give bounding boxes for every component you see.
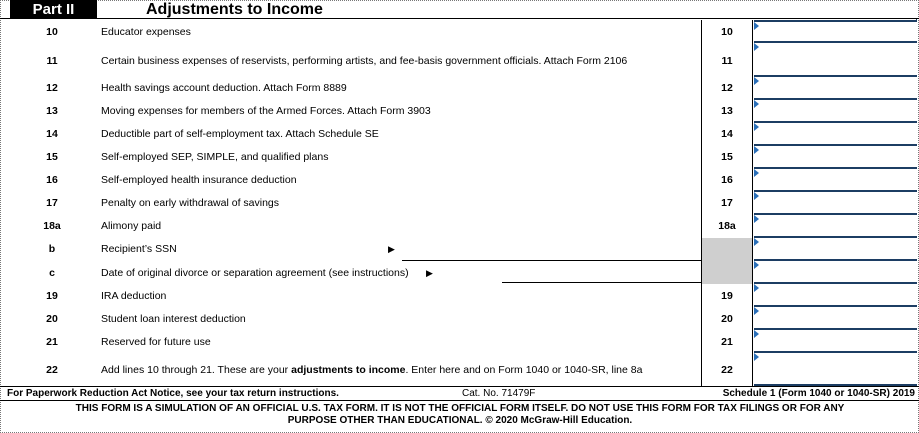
box-number: 14: [701, 123, 753, 146]
amount-input[interactable]: [754, 123, 917, 146]
box-number: 12: [701, 77, 753, 100]
line-description-post: . Enter here and on Form 1040 or 1040-SR, line 8a: [405, 364, 643, 376]
entry-marker-icon: [754, 284, 759, 292]
entry-marker-icon: [754, 100, 759, 108]
line-row: [0, 330, 919, 353]
line-row: [0, 215, 919, 238]
line-row: [0, 77, 919, 100]
line-row: [0, 238, 919, 261]
box-number: 11: [701, 43, 753, 77]
entry-marker-icon: [754, 353, 759, 361]
line-number: b: [48, 243, 56, 255]
line-description-pre: Add lines 10 through 21. These are your: [101, 364, 292, 376]
catalog-number: Cat. No. 71479F: [462, 388, 536, 399]
amount-input[interactable]: [754, 20, 917, 43]
line-description: Moving expenses for members of the Armed Forces. Attach Form 3903: [101, 105, 431, 117]
divorce-date-input[interactable]: [502, 282, 701, 283]
line-description: Alimony paid: [101, 220, 162, 232]
line-row: [0, 261, 919, 284]
line-row: [0, 146, 919, 169]
line-description: Self-employed SEP, SIMPLE, and qualified plans: [101, 151, 329, 163]
simulation-disclaimer: [20, 403, 900, 427]
line-description: Reserved for future use: [101, 336, 211, 348]
line-number: 21: [46, 336, 58, 348]
amount-input[interactable]: [754, 215, 917, 238]
part-title: Adjustments to Income: [146, 1, 323, 18]
line-row: [0, 169, 919, 192]
line-description: Date of original divorce or separation agreement (see instructions): [101, 267, 409, 279]
line-description: Educator expenses: [101, 26, 191, 38]
line-number: 11: [46, 55, 58, 67]
amount-input[interactable]: [754, 43, 917, 77]
amount-input[interactable]: [754, 330, 917, 353]
shaded-box: [701, 261, 753, 284]
line-number: 18a: [43, 220, 61, 232]
entry-marker-icon: [754, 169, 759, 177]
line-description: Certain business expenses of reservists, performing artists, and fee-basis government officials. Attach Form 2106: [101, 55, 628, 67]
entry-marker-icon: [754, 146, 759, 154]
line-row: [0, 123, 919, 146]
disclaimer-line-1: THIS FORM IS A SIMULATION OF AN OFFICIAL U.S. TAX FORM. IT IS NOT THE OFFICIAL FORM ITSELF. DO NOT USE THIS FORM FOR TAX FILINGS OR FOR ANY: [75, 403, 845, 414]
amount-input[interactable]: [754, 100, 917, 123]
entry-marker-icon: [754, 307, 759, 315]
schedule-label: Schedule 1 (Form 1040 or 1040-SR) 2019: [722, 388, 915, 399]
line-row: [0, 43, 919, 77]
amount-input[interactable]: [754, 261, 917, 284]
line-number: 14: [46, 128, 58, 140]
line-number: 10: [46, 26, 58, 38]
box-number: 22: [701, 353, 753, 386]
line-row: [0, 192, 919, 215]
paperwork-notice: For Paperwork Reduction Act Notice, see your tax return instructions.: [7, 388, 339, 399]
line-number: 20: [46, 313, 58, 325]
entry-marker-icon: [754, 192, 759, 200]
box-number: 10: [701, 20, 753, 43]
box-number: 16: [701, 169, 753, 192]
line-number: 13: [46, 105, 58, 117]
box-number: 13: [701, 100, 753, 123]
amount-input[interactable]: [754, 192, 917, 215]
amount-input[interactable]: [754, 284, 917, 307]
line-row: [0, 353, 919, 386]
entry-marker-icon: [754, 330, 759, 338]
line-number: 16: [46, 174, 58, 186]
box-number: 19: [701, 284, 753, 307]
entry-marker-icon: [754, 215, 759, 223]
box-number: 18a: [701, 215, 753, 238]
total-adjustments-input[interactable]: [754, 353, 917, 386]
amount-input[interactable]: [754, 146, 917, 169]
line-number: 12: [46, 82, 58, 94]
line-description: Health savings account deduction. Attach Form 8889: [101, 82, 347, 94]
line-number: c: [49, 267, 55, 279]
shaded-box: [701, 238, 753, 261]
line-row: [0, 20, 919, 43]
entry-marker-icon: [754, 123, 759, 131]
box-number: 15: [701, 146, 753, 169]
line-description: Penalty on early withdrawal of savings: [101, 197, 280, 209]
line-number: 19: [46, 290, 58, 302]
line-description: Self-employed health insurance deduction: [101, 174, 297, 186]
disclaimer-line-2: PURPOSE OTHER THAN EDUCATIONAL. © 2020 McGraw-Hill Education.: [287, 415, 633, 426]
line-description: Recipient’s SSN: [101, 243, 177, 255]
entry-marker-icon: [754, 77, 759, 85]
line-description: IRA deduction: [101, 290, 167, 302]
line-number: 22: [46, 364, 58, 376]
line-row: [0, 307, 919, 330]
line-row: [0, 100, 919, 123]
part-badge: Part II: [10, 0, 97, 19]
line-description: Student loan interest deduction: [101, 313, 246, 325]
line-description: [101, 364, 642, 376]
box-number: 21: [701, 330, 753, 353]
form-footer: [0, 386, 919, 401]
line-number: 17: [46, 197, 58, 209]
amount-input[interactable]: [754, 169, 917, 192]
line-description: Deductible part of self-employment tax. Attach Schedule SE: [101, 128, 379, 140]
line-number: 15: [46, 151, 58, 163]
line-description-bold: adjustments to income: [291, 364, 406, 376]
amount-input[interactable]: [754, 307, 917, 330]
box-number: 20: [701, 307, 753, 330]
arrow-icon: ▶: [426, 268, 433, 278]
line-row: [0, 284, 919, 307]
entry-marker-icon: [754, 22, 759, 30]
part-header: [0, 0, 919, 19]
amount-input[interactable]: [754, 77, 917, 100]
entry-marker-icon: [754, 261, 759, 269]
amount-input[interactable]: [754, 238, 917, 261]
arrow-icon: ▶: [388, 244, 395, 254]
box-number: 17: [701, 192, 753, 215]
entry-marker-icon: [754, 238, 759, 246]
entry-marker-icon: [754, 43, 759, 51]
